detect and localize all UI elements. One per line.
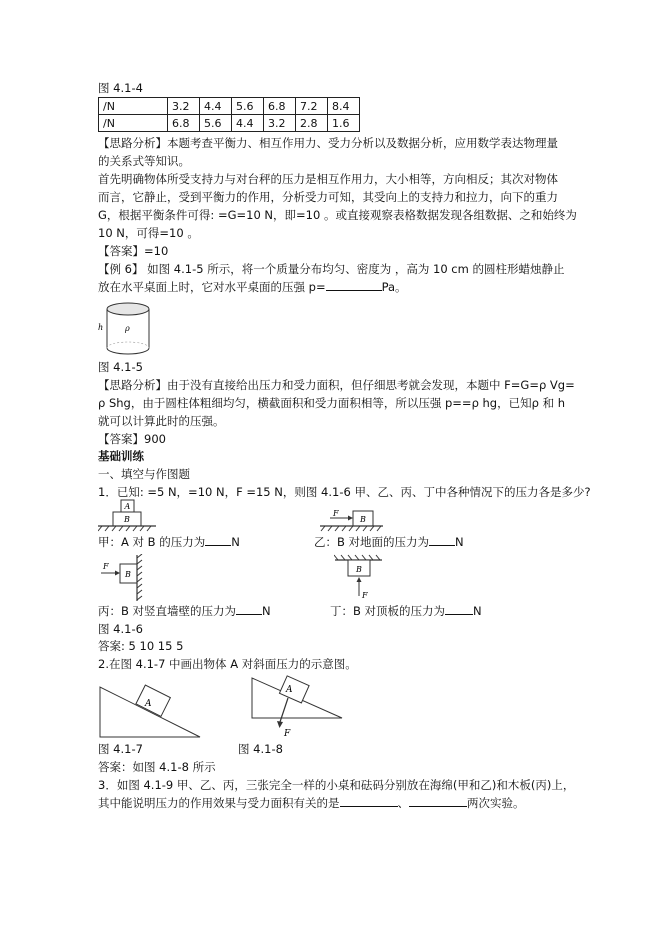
figure-ding [334, 554, 384, 602]
table-cell: 6.8 [168, 115, 200, 132]
table-cell: 3.2 [264, 115, 296, 132]
fill-ding-text: 丁：B 对顶板的压力为 [330, 604, 446, 618]
question-3-line1: 3．如图 4.1-9 甲、乙、丙，三张完全一样的小桌和砝码分别放在海绵(甲和乙)和木板(丙)上， [98, 778, 575, 792]
incline-figure-4-1-8 [250, 674, 345, 740]
table-cell: /N [99, 115, 168, 132]
force-f-label: F [103, 562, 109, 571]
analysis1-line5: G，根据平衡条件可得: =G=10 N，即=10 。或直接观察表格数据发现各组数据、之和始终为 [98, 208, 577, 222]
height-label: h [98, 323, 104, 332]
question-2: 2.在图 4.1-7 中画出物体 A 对斜面压力的示意图。 [98, 657, 357, 671]
answer-blank[interactable] [429, 533, 455, 546]
table-cell: 2.8 [296, 115, 328, 132]
answer-q1: 答案: 5 10 15 5 [98, 639, 184, 653]
block-a-label: A [286, 685, 293, 695]
fill-yi [314, 533, 464, 551]
analysis1-line2: 的关系式等知识。 [98, 154, 190, 168]
answer1: 【答案】=10 [98, 244, 169, 258]
density-label: ρ [125, 324, 130, 333]
section-heading: 基础训练 [98, 449, 144, 463]
block-b-label: B [125, 570, 131, 579]
answer-blank[interactable] [445, 602, 473, 615]
table-cell: 4.4 [200, 98, 232, 115]
question-3-text: 其中能说明压力的作用效果与受力面积有关的是 [98, 796, 340, 810]
subsection-heading: 一、填空与作图题 [98, 467, 190, 481]
answer-blank[interactable] [409, 794, 467, 807]
table-cell: 4.4 [232, 115, 264, 132]
unit: N [262, 604, 271, 618]
example6-text: 放在水平桌面上时，它对水平桌面的压强 p= [98, 280, 326, 294]
unit: N [473, 604, 482, 618]
table-cell: 6.8 [264, 98, 296, 115]
fill-bing [98, 602, 271, 620]
analysis1-line4: 而言，它静止，受到平衡力的作用，分析受力可知，其受向上的支持力和拉力，向下的重力 [98, 190, 558, 204]
analysis1-line1: 【思路分析】本题考查平衡力、相互作用力、受力分析以及数据分析，应用数学表达物理量 [98, 136, 558, 150]
example6-unit: Pa。 [381, 280, 407, 294]
table-cell: 3.2 [168, 98, 200, 115]
question-3-line2 [98, 794, 525, 812]
incline-figure-4-1-7 [98, 680, 203, 740]
figure-caption-4-1-8: 图 4.1-8 [238, 742, 283, 756]
fill-bing-text: 丙：B 对竖直墙壁的压力为 [98, 604, 237, 618]
answer-blank[interactable] [236, 602, 262, 615]
question-3-end: 两次实验。 [467, 796, 525, 810]
analysis2-line3: 就可以计算此时的压强。 [98, 414, 225, 428]
fill-jia-text: 甲：A 对 B 的压力为 [98, 535, 206, 549]
unit: N [455, 535, 464, 549]
figure-caption-4-1-5: 图 4.1-5 [98, 360, 143, 374]
block-a-label: A [145, 699, 152, 709]
figure-caption-4-1-6: 图 4.1-6 [98, 622, 143, 636]
fill-jia [98, 533, 240, 551]
table-row [99, 98, 360, 115]
table-row [99, 115, 360, 132]
answer-blank[interactable] [326, 278, 382, 291]
fill-ding [330, 602, 482, 620]
force-f-label: F [284, 729, 291, 739]
figure-bing [98, 554, 156, 602]
figure-caption-4-1-7: 图 4.1-7 [98, 742, 143, 756]
analysis2-line1: 【思路分析】由于没有直接给出压力和受力面积，但仔细思考就会发现，本题中 F=G=ρ Vg= [98, 378, 575, 392]
question-1: 1．已知: =5 N，=10 N，F =15 N，则图 4.1-6 甲、乙、丙、丁中各种情况下的压力各是多少? [98, 485, 591, 499]
fill-yi-text: 乙：B 对地面的压力为 [314, 535, 430, 549]
example6-line2 [98, 278, 407, 296]
block-b-label: B [356, 565, 362, 574]
block-b-label: B [124, 515, 130, 524]
analysis1-line6: 10 N，可得=10 。 [98, 226, 199, 240]
analysis1-line3: 首先明确物体所受支持力与对台秤的压力是相互作用力，大小相等，方向相反；其次对物体 [98, 172, 558, 186]
table-cell: 5.6 [200, 115, 232, 132]
table-cell: 8.4 [328, 98, 360, 115]
answer-q2: 答案：如图 4.1-8 所示 [98, 760, 216, 774]
answer-blank[interactable] [205, 533, 231, 546]
data-table [98, 97, 360, 132]
separator: 、 [397, 796, 409, 810]
answer2: 【答案】900 [98, 432, 166, 446]
table-cell: 1.6 [328, 115, 360, 132]
cylinder-figure [98, 300, 158, 358]
figure-jia [98, 499, 158, 535]
table-cell: 5.6 [232, 98, 264, 115]
force-f-label: F [362, 591, 368, 600]
analysis2-line2: ρ Shg，由于圆柱体粗细均匀，横截面积和受力面积相等，所以压强 p==ρ hg，已知ρ 和 h [98, 396, 566, 410]
example6-line1: 【例 6】 如图 4.1-5 所示，将一个质量分布均匀、密度为 ，高为 10 cm 的圆柱形蜡烛静止 [98, 262, 565, 276]
table-cell: 7.2 [296, 98, 328, 115]
figure-caption-4-1-4: 图 4.1-4 [98, 81, 143, 95]
block-b-label: B [360, 515, 366, 524]
unit: N [231, 535, 240, 549]
block-a-label: A [124, 502, 131, 511]
answer-blank[interactable] [340, 794, 398, 807]
force-f-label: F [333, 509, 339, 518]
table-cell: /N [99, 98, 168, 115]
